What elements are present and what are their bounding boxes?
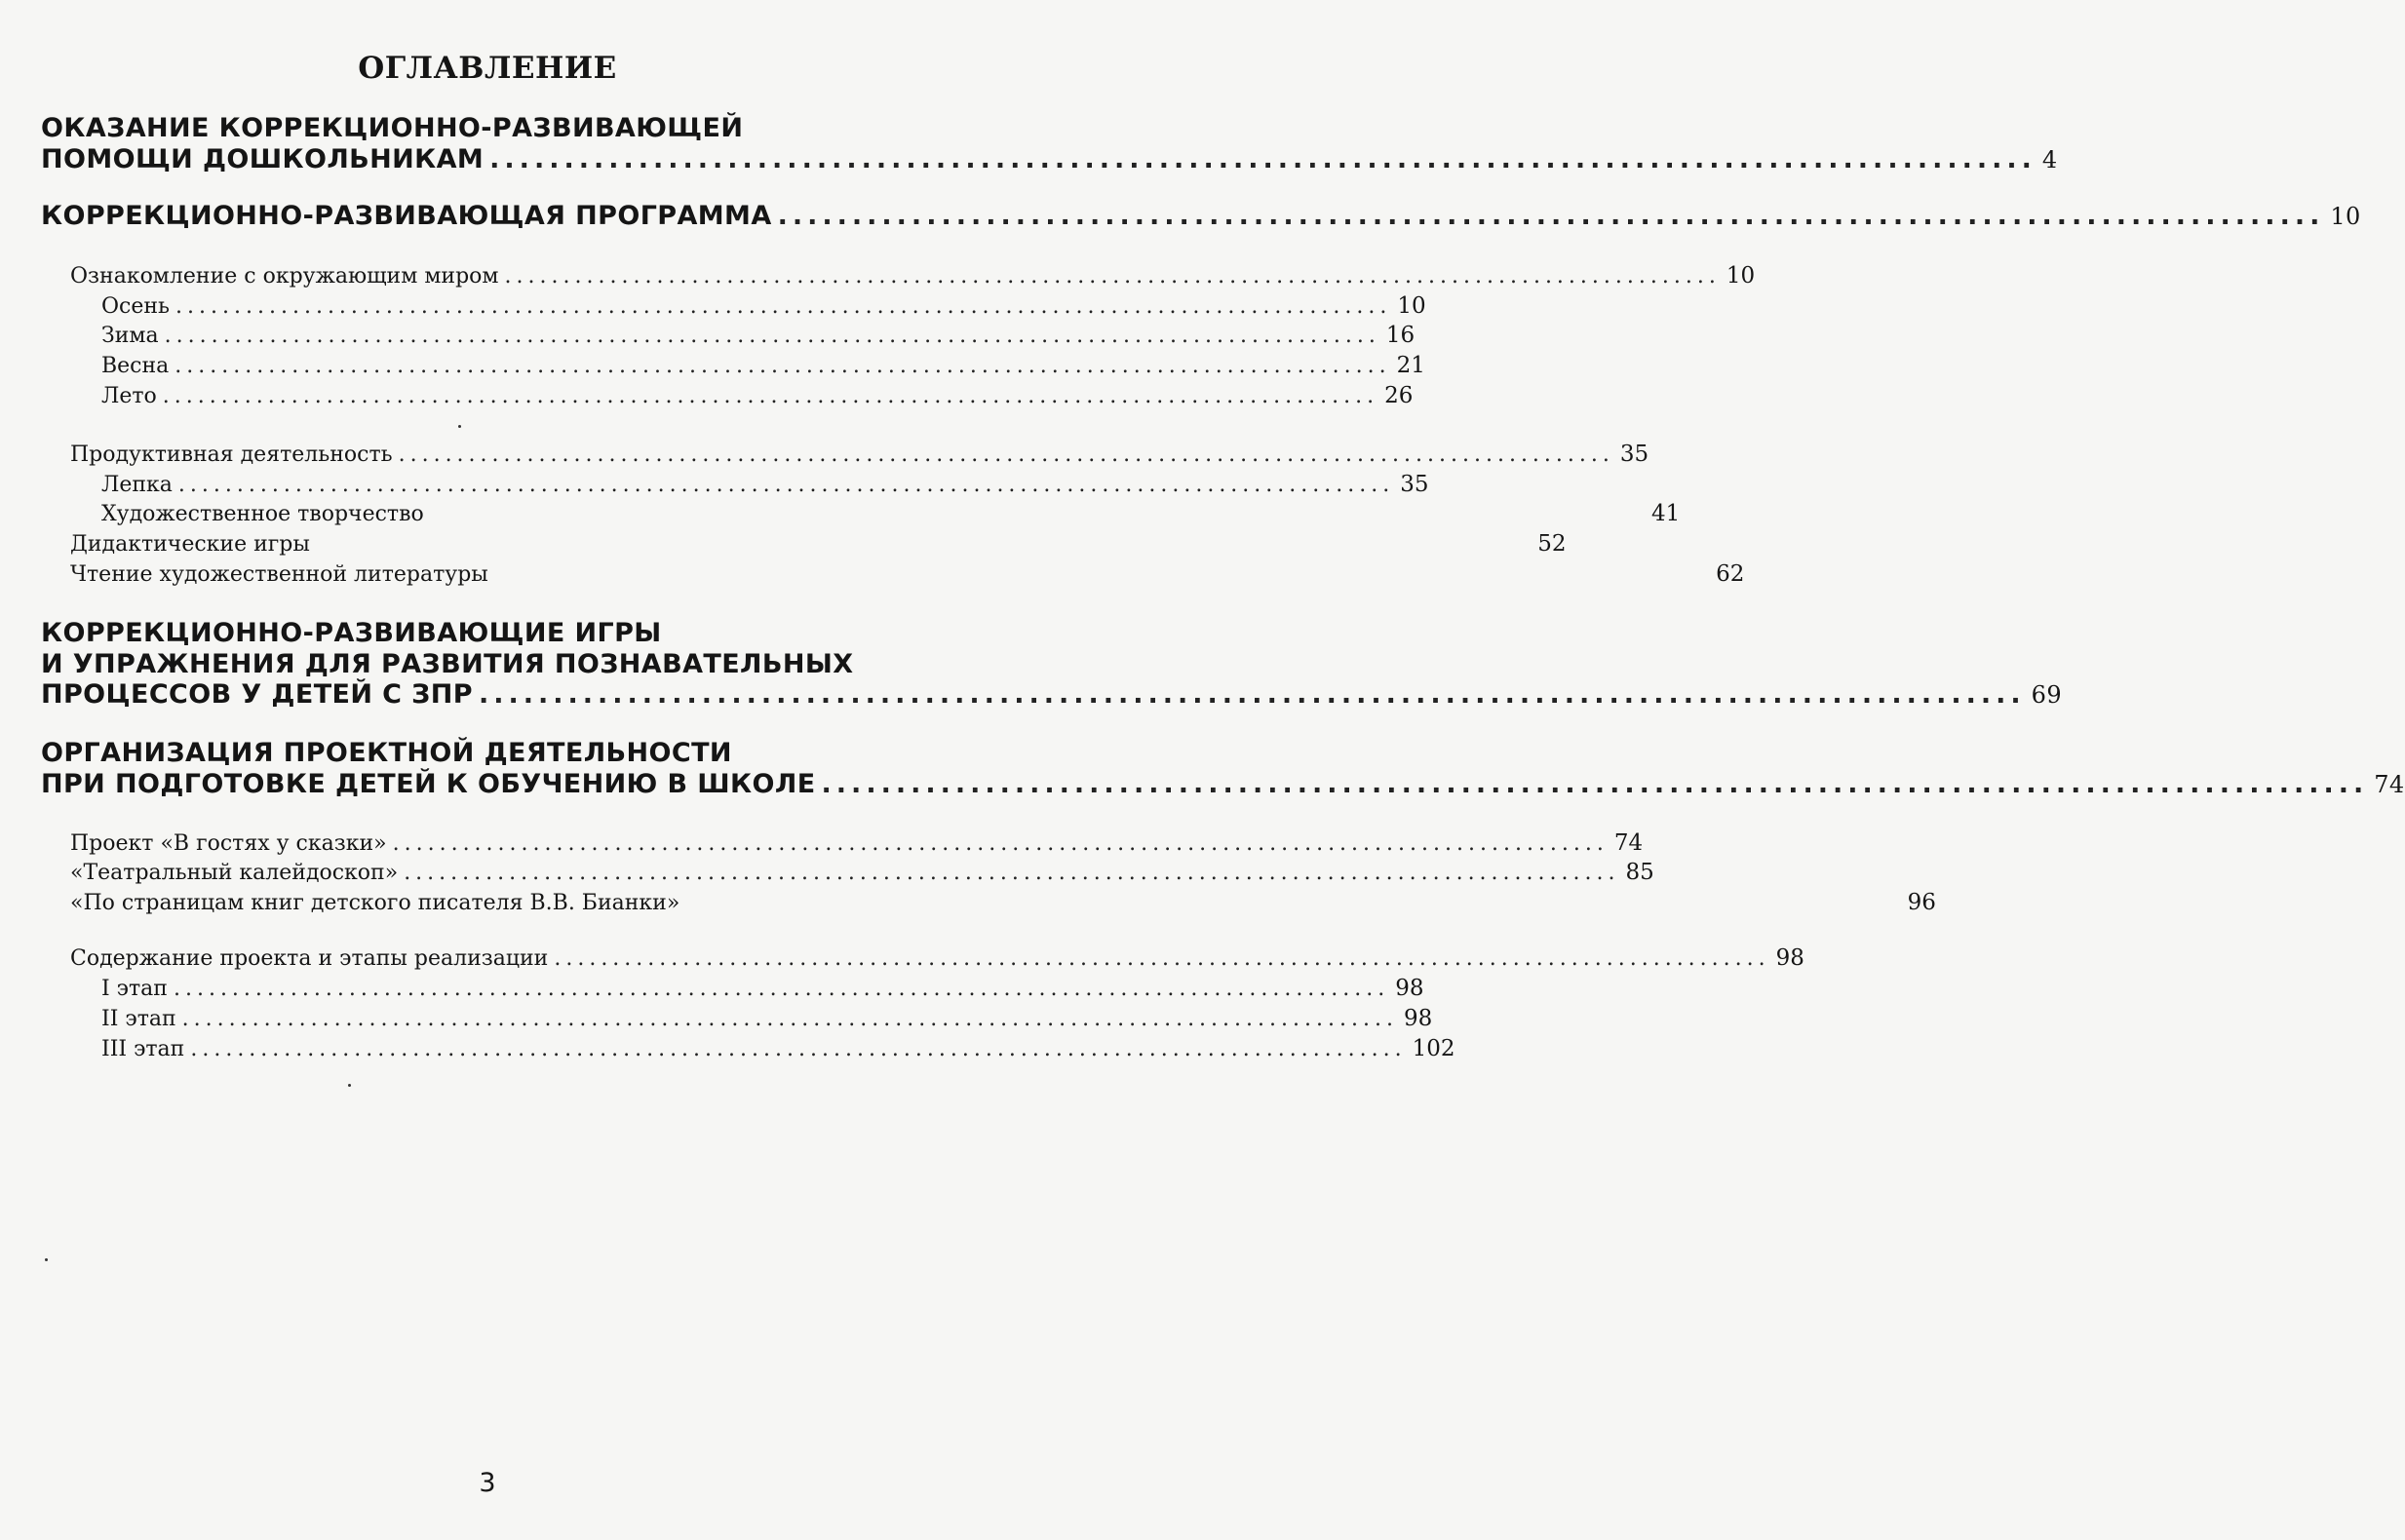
entry-label: Осень xyxy=(101,294,171,319)
print-speck xyxy=(348,1084,351,1087)
dot-leader: ........................................................................................................ xyxy=(175,294,1392,319)
section-heading-line: ОКАЗАНИЕ КОРРЕКЦИОННО-РАЗВИВАЮЩЕЙ xyxy=(41,113,744,143)
dot-leader: ........................................................................................................ xyxy=(190,1037,1407,1061)
dot-leader: ........................................................................................................ xyxy=(489,144,2036,174)
entry-label: «Театральный калейдоскоп» xyxy=(70,861,399,885)
page-ref: 85 xyxy=(1625,860,1654,885)
toc-entry[interactable] xyxy=(101,472,1429,497)
entry-label: Лето xyxy=(101,384,157,408)
page-title: ОГЛАВЛЕНИЕ xyxy=(358,51,617,86)
toc-entry[interactable] xyxy=(70,561,1745,587)
entry-label: Лепка xyxy=(101,473,173,497)
entry-label: II этап xyxy=(101,1007,176,1031)
toc-entry[interactable] xyxy=(70,531,1567,557)
toc-section-row[interactable] xyxy=(41,201,2361,231)
entry-label: Зима xyxy=(101,324,159,348)
entry-label: I этап xyxy=(101,977,168,1001)
toc-section-row[interactable] xyxy=(41,769,2405,799)
toc-entry[interactable] xyxy=(101,323,1416,348)
page-ref: 35 xyxy=(1400,472,1429,497)
entry-label: «По страницам книг детского писателя В.В. Бианки» xyxy=(70,891,680,915)
page-ref: 26 xyxy=(1384,383,1414,408)
toc-entry[interactable] xyxy=(101,293,1426,319)
page-ref: 10 xyxy=(2330,203,2361,230)
entry-label: Художественное творчество xyxy=(101,502,424,526)
page-ref: 41 xyxy=(1651,501,1681,526)
dot-leader: ........................................................................................................ xyxy=(821,769,2369,799)
page-ref: 98 xyxy=(1403,1006,1433,1031)
page-number: 3 xyxy=(479,1468,496,1498)
page-ref: 98 xyxy=(1775,945,1804,971)
section-heading-line: КОРРЕКЦИОННО-РАЗВИВАЮЩАЯ ПРОГРАММА xyxy=(41,201,772,231)
page-ref: 4 xyxy=(2041,146,2058,173)
toc-section-row[interactable] xyxy=(41,144,2058,174)
dot-leader: ........................................................................................................ xyxy=(175,354,1391,378)
toc-entry[interactable] xyxy=(70,442,1649,467)
entry-label: III этап xyxy=(101,1037,185,1061)
page-ref: 96 xyxy=(1907,890,1936,915)
entry-label: Содержание проекта и этапы реализации xyxy=(70,946,549,971)
section-heading-line: И УПРАЖНЕНИЯ ДЛЯ РАЗВИТИЯ ПОЗНАВАТЕЛЬНЫХ xyxy=(41,649,854,679)
toc-entry[interactable] xyxy=(70,860,1654,885)
toc-entry[interactable] xyxy=(70,890,1936,915)
toc-entry[interactable] xyxy=(70,945,1804,971)
dot-leader: ........................................................................................................ xyxy=(392,831,1609,856)
page-ref: 62 xyxy=(1716,561,1745,587)
toc-entry[interactable] xyxy=(101,1036,1455,1061)
page-ref: 10 xyxy=(1397,293,1426,319)
page-ref: 16 xyxy=(1385,323,1416,348)
dot-leader: ........................................................................................................ xyxy=(398,443,1614,467)
toc-entry[interactable] xyxy=(70,830,1644,856)
print-speck xyxy=(45,1258,48,1261)
page-ref: 74 xyxy=(1613,830,1644,856)
section-heading-line: КОРРЕКЦИОННО-РАЗВИВАЮЩИЕ ИГРЫ xyxy=(41,618,662,648)
dot-leader: ........................................................................................................ xyxy=(164,324,1380,348)
page-ref: 98 xyxy=(1395,976,1424,1001)
toc-entry[interactable] xyxy=(101,383,1414,408)
toc-entry[interactable] xyxy=(101,1006,1433,1031)
dot-leader: ........................................................................................................ xyxy=(554,946,1770,971)
dot-leader: ........................................................................................................ xyxy=(478,679,2026,710)
toc-entry[interactable] xyxy=(101,501,1681,526)
page-ref: 21 xyxy=(1396,353,1425,378)
toc-entry[interactable] xyxy=(70,263,1756,289)
toc-entry[interactable] xyxy=(101,976,1424,1001)
dot-leader: ........................................................................................................ xyxy=(162,384,1379,408)
entry-label: Дидактические игры xyxy=(70,532,310,557)
page-ref: 69 xyxy=(2031,681,2063,709)
entry-label: Весна xyxy=(101,354,170,378)
print-speck xyxy=(458,425,461,428)
entry-label: Проект «В гостях у сказки» xyxy=(70,831,387,856)
dot-leader: ........................................................................................................ xyxy=(504,264,1721,289)
section-heading-line: ОРГАНИЗАЦИЯ ПРОЕКТНОЙ ДЕЯТЕЛЬНОСТИ xyxy=(41,738,732,768)
entry-label: Чтение художественной литературы xyxy=(70,562,488,587)
section-heading-line: ПРОЦЕССОВ У ДЕТЕЙ С ЗПР xyxy=(41,679,473,710)
dot-leader: ........................................................................................................ xyxy=(777,201,2325,231)
page-ref: 52 xyxy=(1537,531,1567,557)
entry-label: Ознакомление с окружающим миром xyxy=(70,264,499,289)
page-ref: 35 xyxy=(1619,442,1649,467)
section-heading-line: ПРИ ПОДГОТОВКЕ ДЕТЕЙ К ОБУЧЕНИЮ В ШКОЛЕ xyxy=(41,769,816,799)
page-ref: 102 xyxy=(1412,1036,1455,1061)
dot-leader: ........................................................................................................ xyxy=(173,977,1390,1001)
page-ref: 74 xyxy=(2374,771,2405,798)
page-ref: 10 xyxy=(1726,263,1756,289)
toc-section-row[interactable] xyxy=(41,679,2063,710)
dot-leader: ........................................................................................................ xyxy=(181,1007,1398,1031)
section-heading-line: ПОМОЩИ ДОШКОЛЬНИКАМ xyxy=(41,144,485,174)
dot-leader: ........................................................................................................ xyxy=(177,473,1395,497)
entry-label: Продуктивная деятельность xyxy=(70,443,393,467)
toc-entry[interactable] xyxy=(101,353,1425,378)
dot-leader: ........................................................................................................ xyxy=(404,861,1620,885)
